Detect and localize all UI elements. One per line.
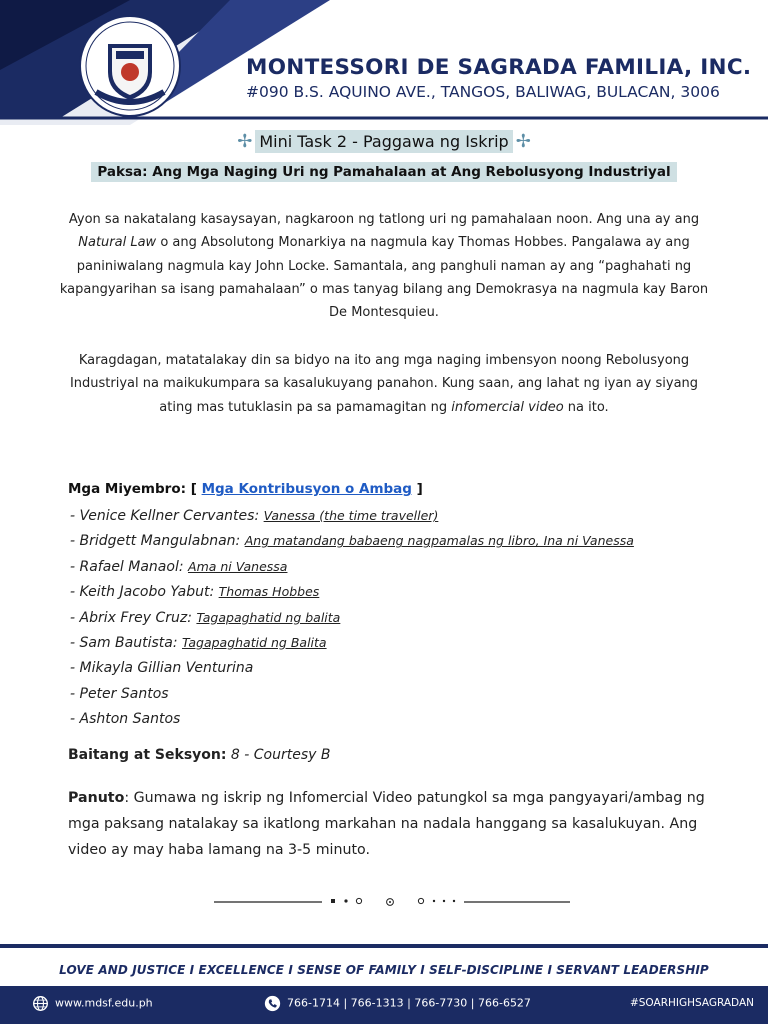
paragraph-italic-term: infomercial video [451, 399, 564, 415]
cross-icon: ✢ [515, 131, 531, 152]
topic-title: Paksa: Ang Mga Naging Uri ng Pamahalaan at Ang Rebolusyong Industriyal [91, 162, 676, 182]
phone-numbers: 766-1714 | 766-1313 | 766-7730 | 766-6527 [287, 996, 531, 1010]
task-title: Mini Task 2 - Paggawa ng Iskrip [255, 130, 512, 153]
list-item [70, 504, 634, 529]
list-item [70, 631, 634, 656]
member-role: Ang matandang babaeng nagpamalas ng libro, Ina ni Vanessa [244, 533, 634, 549]
topic-row [0, 161, 768, 182]
school-address: #090 B.S. AQUINO AVE., TANGOS, BALIWAG, BULACAN, 3006 [246, 83, 720, 101]
paragraph-text: na ito. [563, 399, 609, 415]
bracket: [ [190, 481, 197, 497]
member-name: - Bridgett Mangulabnan: [70, 533, 241, 550]
members-label: Mga Miyembro: [68, 481, 186, 497]
instructions [68, 785, 708, 863]
paragraph-text: Ayon sa nakatalang kasaysayan, nagkaroon ng tatlong uri ng pamahalaan noon. Ang una ay ang [68, 212, 700, 227]
ornamental-divider [210, 888, 572, 912]
paragraph-text: o ang Absolutong Monarkiya na nagmula kay Thomas Hobbes. Pangalawa ay ang paniniwalang nagmula kay John Locke. Samantala, ang panghuli naman ay ang “paghahati ng kapangyarihan sa isang pamahalaan” o mas tanyag bilang ang Demokrasya na nagmula kay Baron De Montesquieu. [59, 235, 709, 321]
contributions-link[interactable]: Mga Kontribusyon o Ambag [201, 481, 412, 497]
list-item [70, 656, 634, 681]
globe-icon [32, 995, 49, 1012]
member-name: - Ashton Santos [70, 711, 181, 728]
member-role: Vanessa (the time traveller) [263, 508, 439, 523]
list-item [70, 529, 634, 554]
members-heading [68, 481, 423, 497]
member-name: - Abrix Frey Cruz: [70, 609, 192, 626]
grade-label: Baitang at Seksyon: [68, 747, 227, 763]
grade-value: 8 - Courtesy B [230, 747, 331, 763]
paragraph-italic-term: Natural Law [78, 235, 157, 251]
member-name: - Sam Bautista: [70, 634, 178, 651]
website-link[interactable]: www.mdsf.edu.ph [55, 996, 153, 1010]
list-item [70, 707, 634, 732]
footer-bar [0, 986, 768, 1024]
bracket: ] [416, 481, 423, 497]
footer-rule [0, 944, 768, 948]
list-item [70, 555, 634, 580]
member-role: Thomas Hobbes [218, 584, 320, 600]
member-name: - Rafael Manaol: [70, 558, 184, 575]
member-name: - Peter Santos [70, 685, 169, 702]
instructions-text: : Gumawa ng iskrip ng Infomercial Video patungkol sa mga pangyayari/ambag ng mga paksang natalakay sa ikatlong markahan na nadala hanggang sa kasalukuyan. Ang video ay may haba lamang na 3-5 minuto. [68, 790, 705, 858]
member-name: - Mikayla Gillian Venturina [70, 660, 254, 677]
list-item [70, 606, 634, 631]
second-paragraph [58, 349, 710, 419]
cross-icon: ✢ [237, 131, 253, 152]
list-item [70, 682, 634, 707]
member-list [70, 504, 634, 733]
phone-icon [264, 995, 281, 1012]
member-role: Tagapaghatid ng Balita [182, 634, 327, 650]
grade-section [68, 747, 331, 763]
member-name: - Keith Jacobo Yabut: [70, 584, 215, 601]
website-info [32, 995, 153, 1012]
school-name: MONTESSORI DE SAGRADA FAMILIA, INC. [246, 55, 752, 80]
instructions-label: Panuto [68, 790, 125, 806]
hashtag: #SOARHIGHSAGRADAN [629, 997, 754, 1009]
task-title-row [0, 130, 768, 153]
list-item [70, 580, 634, 605]
paragraph-text: Karagdagan, matatalakay din sa bidyo na ito ang mga naging imbensyon noong Rebolusyong Industriyal na maikukumpara sa kasalukuyang panahon. Kung saan, ang lahat ng iyan ay siyang ating mas tutuklasin pa sa pamamagitan ng [69, 353, 699, 415]
member-role: Tagapaghatid ng balita [196, 609, 341, 625]
member-role: Ama ni Vanessa [188, 558, 288, 574]
phone-info [264, 995, 531, 1012]
school-seal-logo [78, 14, 182, 118]
member-name: - Venice Kellner Cervantes: [70, 508, 260, 524]
intro-paragraph [58, 208, 710, 324]
core-values: LOVE AND JUSTICE I EXCELLENCE I SENSE OF FAMILY I SELF-DISCIPLINE I SERVANT LEADERSHIP [59, 963, 709, 977]
letterhead [0, 0, 768, 130]
